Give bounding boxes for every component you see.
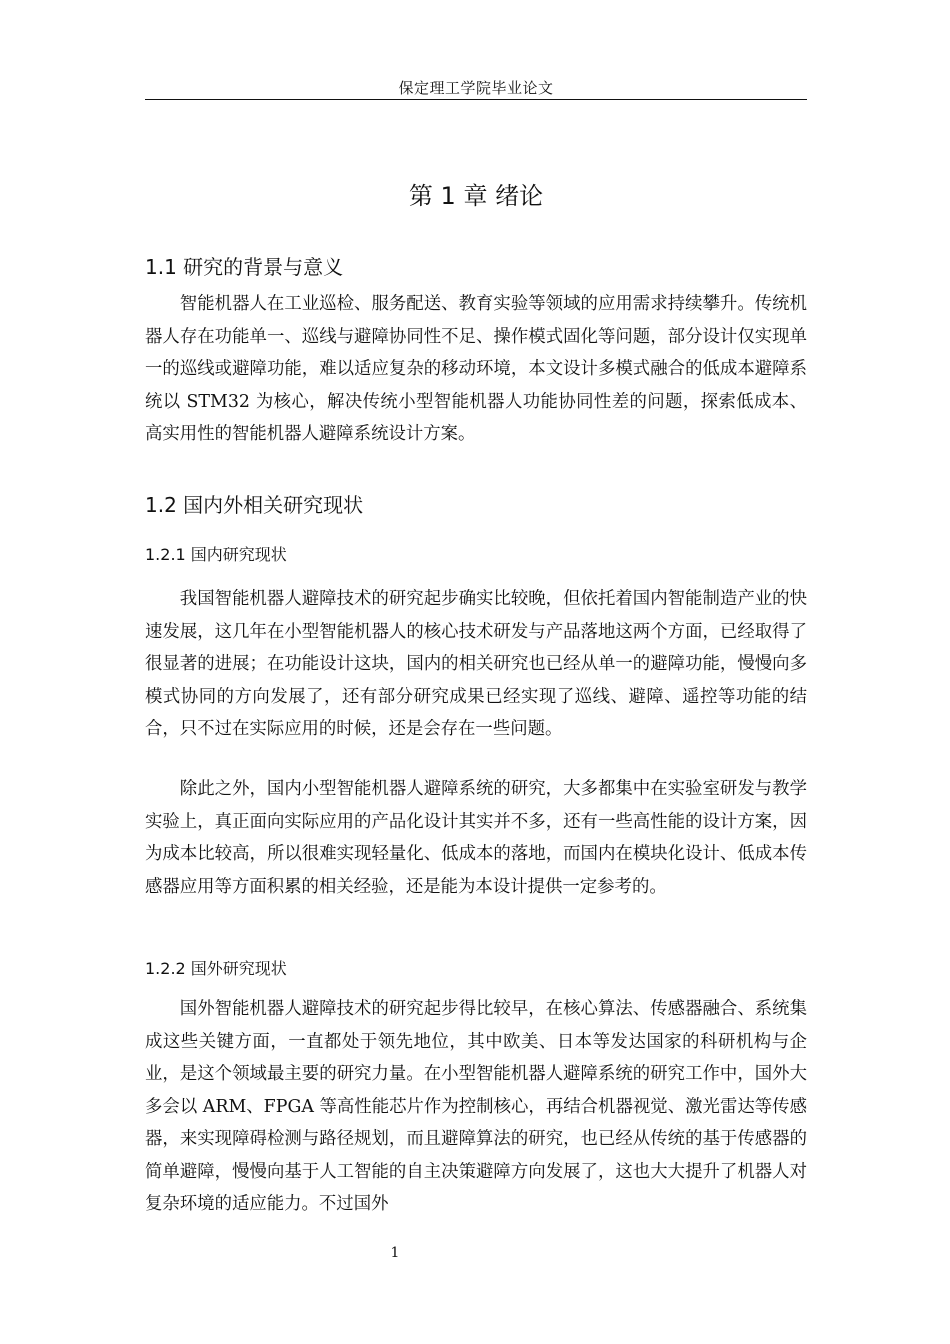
subsection-heading-1-2-2: 1.2.2 国外研究现状 bbox=[145, 959, 287, 978]
paragraph-1-2-1-b: 除此之外，国内小型智能机器人避障系统的研究，大多都集中在实验室研发与教学实验上，真正面向实际应用的产品化设计其实并不多，还有一些高性能的设计方案，因为成本比较高，所以很难实现轻量化、低成本的落地，而国内在模块化设计、低成本传感器应用等方面积累的相关经验，还是能为本设计提供一定参考的。 bbox=[145, 779, 807, 897]
section-heading-1-2: 1.2 国内外相关研究现状 bbox=[145, 493, 364, 517]
subsection-heading-1-2-1: 1.2.1 国内研究现状 bbox=[145, 545, 287, 564]
page-header: 保定理工学院毕业论文 bbox=[398, 79, 554, 97]
header-rule bbox=[145, 99, 807, 100]
section-heading-1-1: 1.1 研究的背景与意义 bbox=[145, 255, 344, 279]
page-number: 1 bbox=[390, 1245, 400, 1261]
chapter-title: 第 1 章 绪论 bbox=[408, 182, 544, 210]
paragraph-1-2-2-a: 国外智能机器人避障技术的研究起步得比较早，在核心算法、传感器融合、系统集成这些关键方面，一直都处于领先地位，其中欧美、日本等发达国家的科研机构与企业，是这个领域最主要的研究力量。在小型智能机器人避障系统的研究工作中，国外大多会以 ARM、FPGA 等高性能芯片作为控制核心，再结合机器视觉、激光雷达等传感器，来实现障碍检测与路径规划，而且避障算法的研究，也已经从传统的基于传感器的简单避障，慢慢向基于人工智能的自主决策避障方向发展了，这也大大提升了机器人对复杂环境的适应能力。不过国外 bbox=[145, 999, 807, 1214]
paragraph-1-2-1-a: 我国智能机器人避障技术的研究起步确实比较晚，但依托着国内智能制造产业的快速发展，这几年在小型智能机器人的核心技术研发与产品落地这两个方面，已经取得了很显著的进展；在功能设计这块，国内的相关研究也已经从单一的避障功能，慢慢向多模式协同的方向发展了，还有部分研究成果已经实现了巡线、避障、遥控等功能的结合，只不过在实际应用的时候，还是会存在一些问题。 bbox=[145, 589, 807, 739]
paragraph-1-1: 智能机器人在工业巡检、服务配送、教育实验等领域的应用需求持续攀升。传统机器人存在功能单一、巡线与避障协同性不足、操作模式固化等问题，部分设计仅实现单一的巡线或避障功能，难以适应复杂的移动环境，本文设计多模式融合的低成本避障系统以 STM32 为核心，解决传统小型智能机器人功能协同性差的问题，探索低成本、高实用性的智能机器人避障系统设计方案。 bbox=[145, 294, 807, 444]
